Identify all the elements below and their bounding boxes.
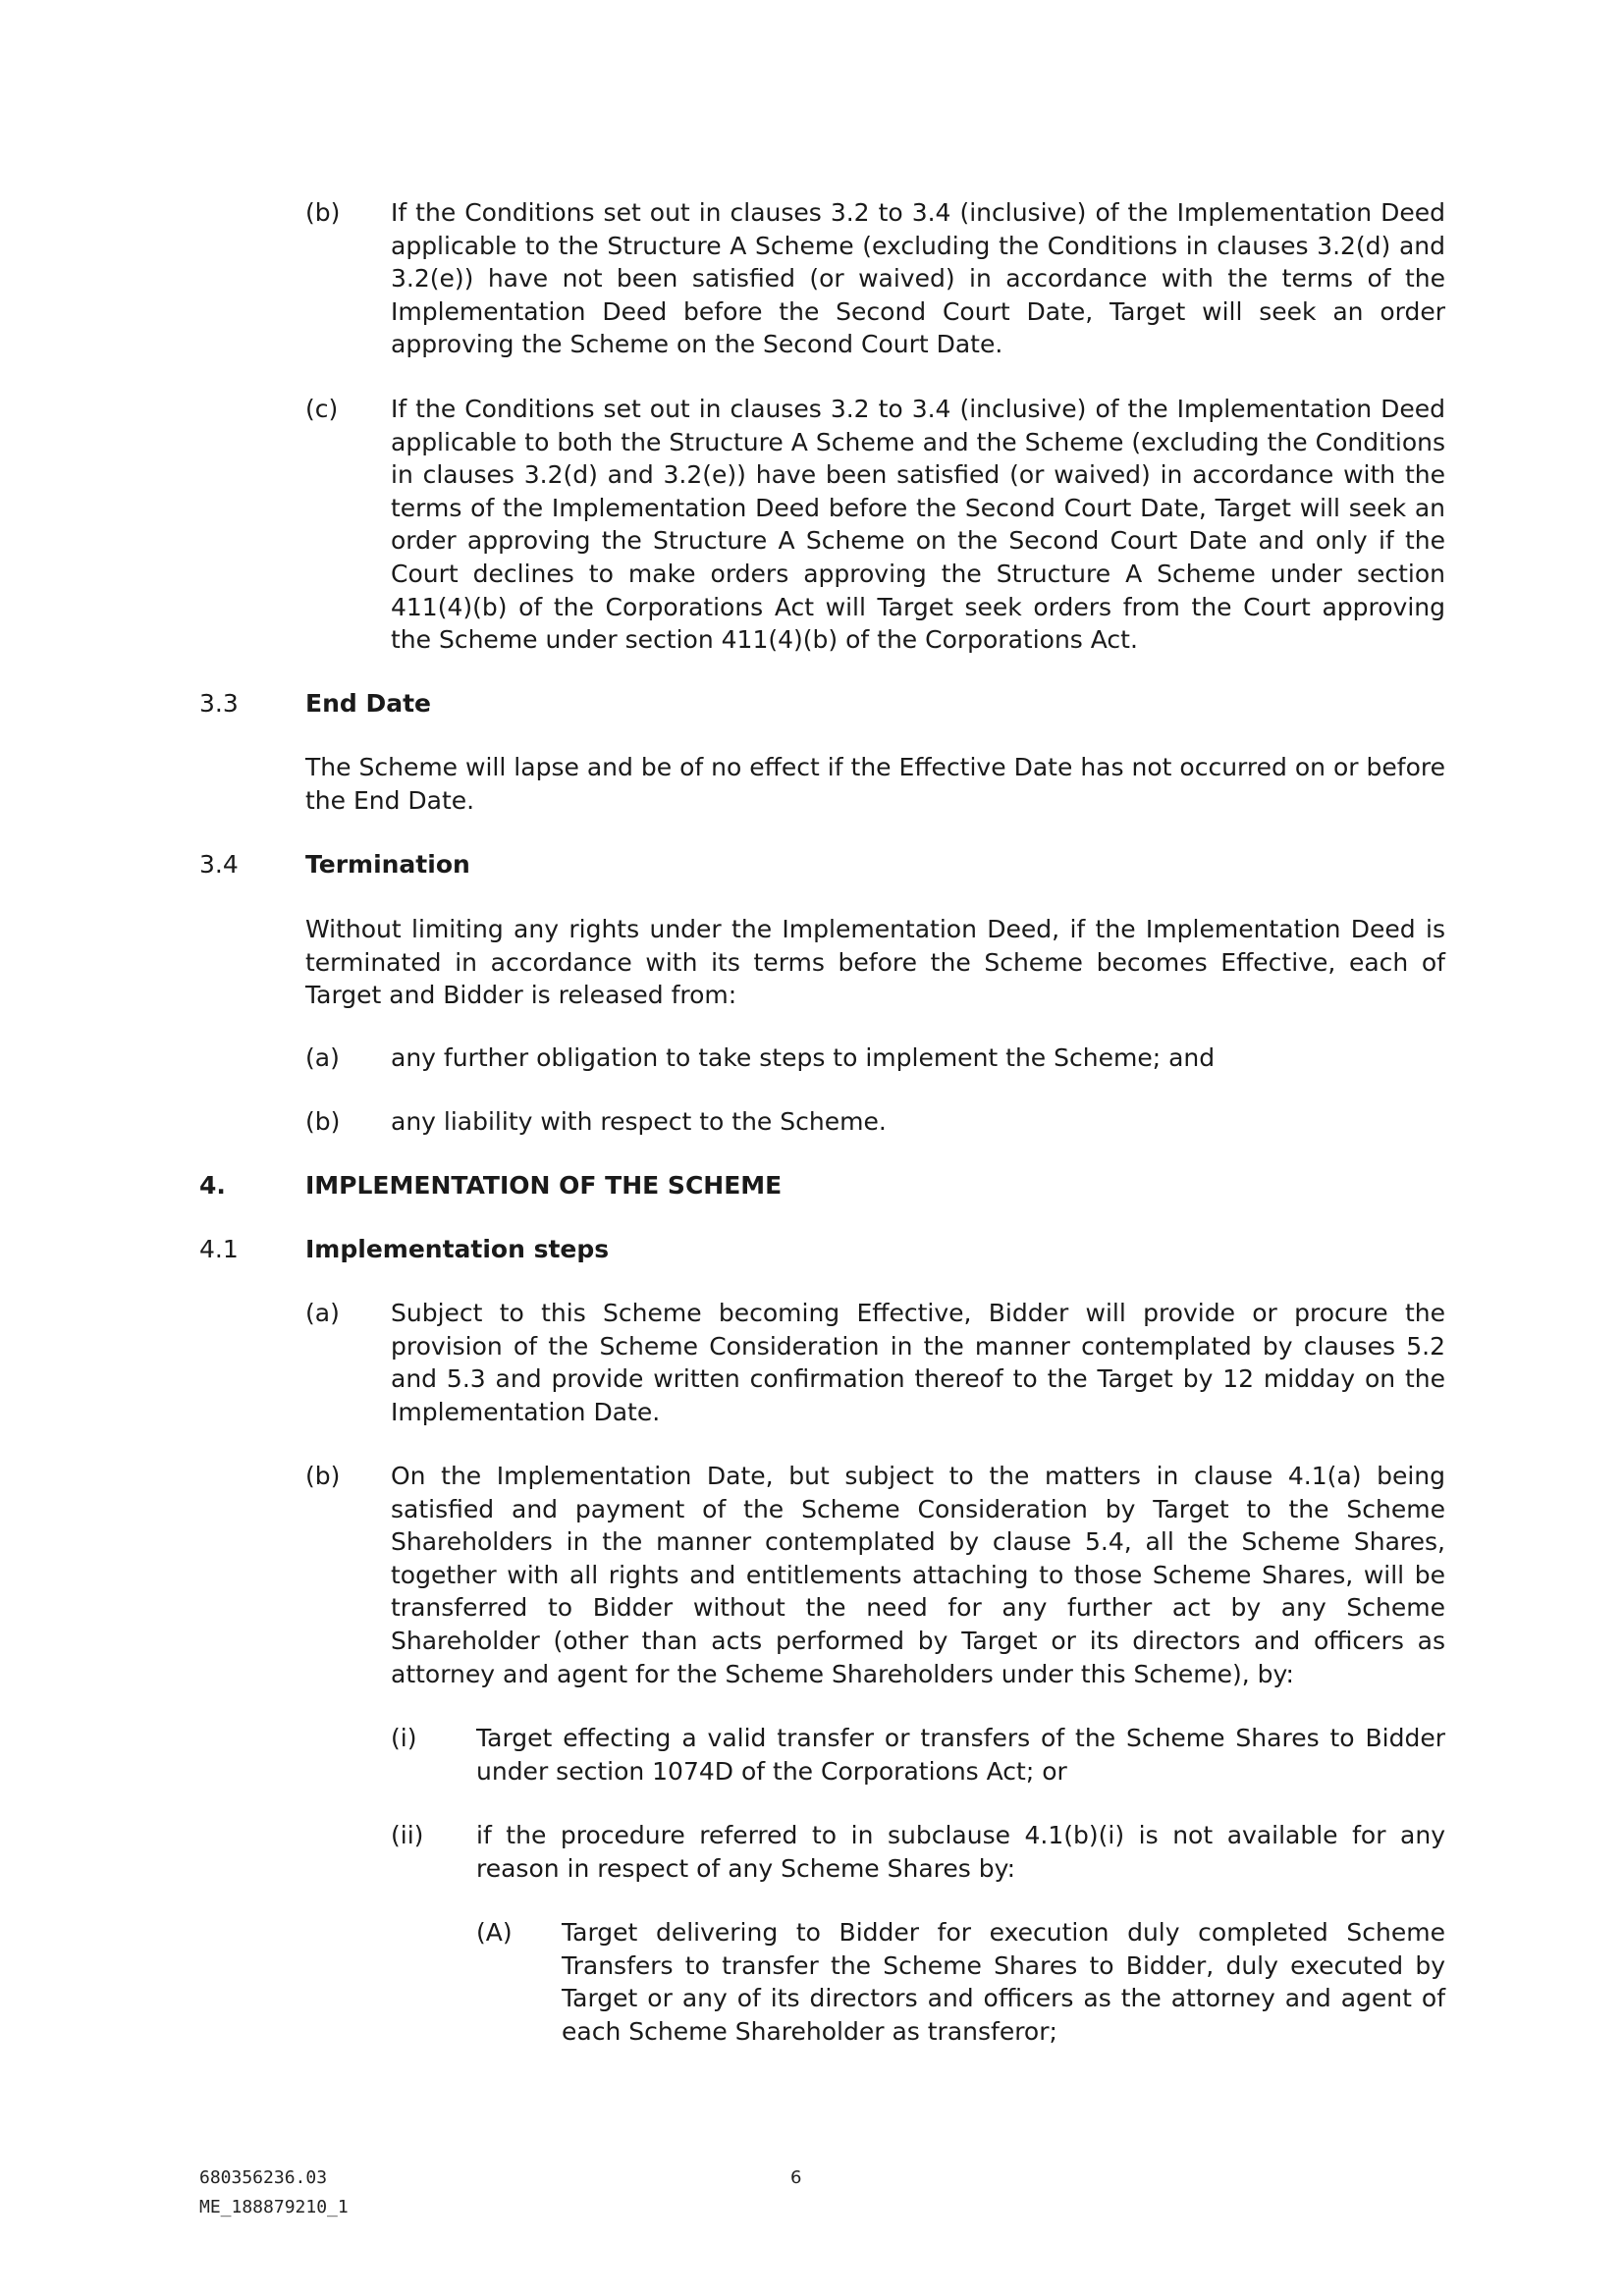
document-reference-secondary: ME_188879210_1 [199, 2197, 349, 2217]
clause-4-1-b-i [391, 1722, 1445, 1788]
section-heading: IMPLEMENTATION OF THE SCHEME [305, 1171, 783, 1200]
clause-text: Subject to this Scheme becoming Effective, Bidder will provide or procure the provision of the Scheme Consideration in the manner contemplated by clauses 5.2 and 5.3 and provide written confirmation thereof to the Target by 12 midday on the Implementation Date. [391, 1299, 1445, 1426]
clause-3-4-a [305, 1041, 1445, 1075]
clause-text: If the Conditions set out in clauses 3.2 to 3.4 (inclusive) of the Implementation Deed applicable to both the Structure A Scheme and the Scheme (excluding the Conditions in clauses 3.2(d) and 3.2(e)) have been satisfied (or waived) in accordance with the terms of the Implementation Deed before the Second Court Date, Target will seek an order approving the Structure A Scheme on the Second Court Date and only if the Court declines to make orders approving the Structure A Scheme under section 411(4)(b) of the Corporations Act will Target seek orders from the Court approving the Scheme under section 411(4)(b) of the Corporations Act. [391, 395, 1445, 655]
clause-label: (a) [305, 1043, 340, 1072]
clause-text: Target effecting a valid transfer or transfers of the Scheme Shares to Bidder under section 1074D of the Corporations Act; or [476, 1724, 1445, 1786]
clause-number: 3.4 [199, 850, 239, 879]
clause-label: (i) [391, 1724, 417, 1752]
clause-4-1-b [305, 1460, 1445, 1690]
clause-3-2-c [305, 393, 1445, 657]
clause-label: (b) [305, 1107, 341, 1136]
clause-heading: Termination [305, 850, 470, 879]
clause-3-4-body [305, 913, 1445, 1012]
page-number: 6 [790, 2167, 802, 2188]
clause-label: (c) [305, 395, 339, 423]
clause-text: if the procedure referred to in subclause 4.1(b)(i) is not available for any reason in respect of any Scheme Shares by: [476, 1821, 1445, 1883]
clause-text: any liability with respect to the Scheme. [391, 1107, 887, 1136]
clause-text: On the Implementation Date, but subject to the matters in clause 4.1(a) being satisfied and payment of the Scheme Consideration by Target to the Scheme Shareholders in the manner contemplated by clause 5.4, all the Scheme Shares, together with all rights and entitlements attaching to those Scheme Shares, will be transferred to Bidder without the need for any further act by any Scheme Shareholder (other than acts performed by Target or its directors and officers as attorney and agent for the Scheme Shareholders under this Scheme), by: [391, 1462, 1445, 1688]
clause-label: (A) [476, 1918, 513, 1947]
clause-text: If the Conditions set out in clauses 3.2 to 3.4 (inclusive) of the Implementation Deed applicable to the Structure A Scheme (excluding the Conditions in clauses 3.2(d) and 3.2(e)) have not been satisfied (or waived) in accordance with the terms of the Implementation Deed before the Second Court Date, Target will seek an order approving the Scheme on the Second Court Date. [391, 198, 1445, 359]
clause-text: any further obligation to take steps to implement the Scheme; and [391, 1043, 1216, 1072]
clause-text: Target delivering to Bidder for execution duly completed Scheme Transfers to transfer the Scheme Shares to Bidder, duly executed by Target or any of its directors and officers as the attorney and agent of each Scheme Shareholder as transferor; [562, 1918, 1445, 2046]
clause-3-4-b [305, 1105, 1445, 1139]
clause-heading: Implementation steps [305, 1235, 610, 1263]
clause-label: (ii) [391, 1821, 424, 1849]
clause-number: 4.1 [199, 1235, 239, 1263]
clause-4-1-b-ii-A [476, 1916, 1445, 2048]
document-reference: 680356236.03 [199, 2167, 328, 2188]
section-number: 4. [199, 1171, 226, 1200]
clause-label: (b) [305, 1462, 341, 1490]
clause-text: The Scheme will lapse and be of no effect if the Effective Date has not occurred on or before the End Date. [305, 753, 1445, 815]
clause-3-2-b [305, 196, 1445, 361]
clause-number: 3.3 [199, 689, 239, 718]
clause-label: (a) [305, 1299, 340, 1327]
clause-heading: End Date [305, 689, 432, 718]
clause-4-1-a [305, 1297, 1445, 1428]
clause-3-3-body [305, 751, 1445, 817]
clause-text: Without limiting any rights under the Implementation Deed, if the Implementation Deed is terminated in accordance with its terms before the Scheme becomes Effective, each of Target and Bidder is released from: [305, 915, 1445, 1010]
clause-4-1-b-ii [391, 1819, 1445, 1885]
clause-label: (b) [305, 198, 341, 227]
